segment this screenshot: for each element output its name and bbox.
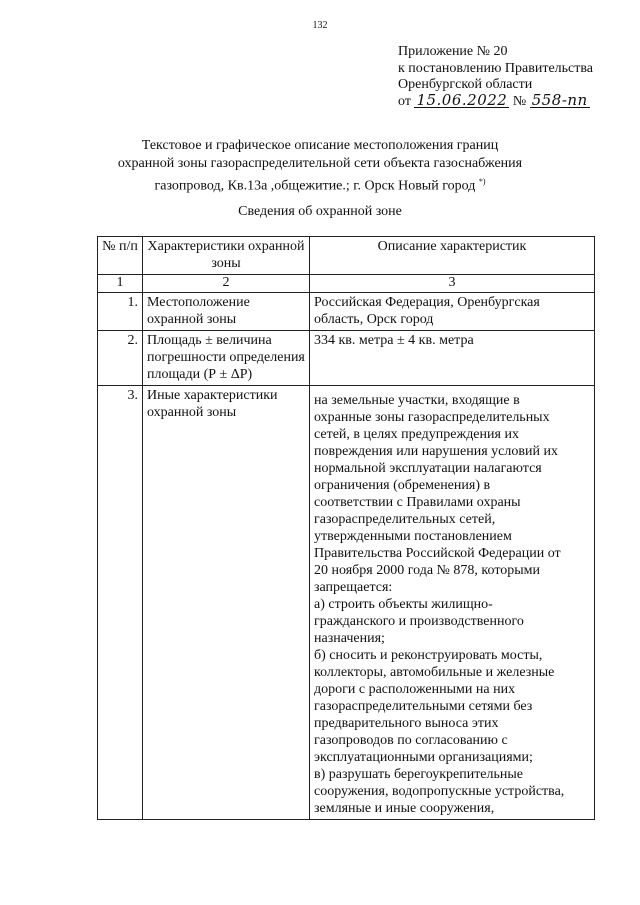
header-num: № п/п: [98, 237, 143, 275]
description-line: газораспределительных сетей,: [314, 512, 496, 527]
description-line: ограничения (обременения) в: [314, 478, 491, 493]
row-number: 2.: [98, 331, 143, 386]
row-number: 3.: [98, 386, 143, 820]
from-prefix: от: [398, 93, 411, 109]
row-description: [310, 331, 595, 386]
description-line: повреждения или нарушения условий их: [314, 444, 558, 459]
title-line-1: Текстовое и графическое описание местоположения границ: [141, 138, 499, 153]
description-line: назначения;: [314, 631, 385, 646]
table-header-row: [98, 237, 595, 275]
row-characteristic: Площадь ± величина погрешности определения площади (Р ± ΔР): [143, 331, 310, 386]
description-line: дороги с расположенными на них: [314, 682, 516, 697]
title-line-3-text: газопровод, Кв.13а ,общежитие.; г. Орск Новый город: [154, 178, 476, 194]
description-line: утвержденными постановлением: [314, 529, 512, 544]
appendix-block: [398, 44, 593, 110]
title-line-2: охранной зоны газораспределительной сети объекта газоснабжения: [117, 156, 523, 171]
appendix-line-2: к постановлению Правительства: [398, 60, 594, 76]
description-line: газопроводов по согласованию с: [314, 733, 508, 748]
handwritten-number: 558-пп: [531, 90, 588, 109]
row-characteristic: Местоположение охранной зоны: [143, 293, 310, 331]
column-index: 1: [98, 275, 143, 293]
table-row: [98, 386, 595, 820]
description-line: эксплуатационными организациями;: [314, 750, 533, 765]
row-description: [310, 386, 595, 820]
description-line: на земельные участки, входящие в: [314, 393, 520, 408]
row-number: 1.: [98, 293, 143, 331]
description-line: сооружения, водопропускные устройства,: [314, 784, 565, 799]
handwritten-date: 15.06.2022: [416, 90, 508, 109]
zone-info-table: [97, 236, 595, 820]
description-line: б) сносить и реконструировать мосты,: [314, 648, 543, 663]
description-line: 334 кв. метра ± 4 кв. метра: [314, 333, 474, 348]
footnote-mark: *): [478, 177, 486, 186]
description-line: гражданского и производственного: [314, 614, 524, 629]
description-line: область, Орск город: [314, 312, 434, 327]
description-line: Правительства Российской Федерации от: [314, 546, 561, 561]
page-number: 132: [312, 20, 328, 31]
table-row: [98, 331, 595, 386]
appendix-line-3: Оренбургской области: [398, 77, 533, 92]
document-title: [0, 137, 640, 196]
number-prefix: №: [512, 93, 527, 109]
header-description: Описание характеристик: [310, 237, 595, 275]
description-line: в) разрушать берегоукрепительные: [314, 767, 524, 782]
description-line: нормальной эксплуатации налагаются: [314, 461, 542, 476]
description-line: земляные и иные сооружения,: [314, 801, 495, 816]
column-index: 3: [310, 275, 595, 293]
table-row: [98, 293, 595, 331]
appendix-date-line: [398, 90, 593, 111]
description-line: а) строить объекты жилищно-: [314, 597, 493, 612]
column-index-row: [98, 275, 595, 293]
description-line: газораспределительными сетями без: [314, 699, 533, 714]
row-description: [310, 293, 595, 331]
row-characteristic: Иные характеристики охранной зоны: [143, 386, 310, 820]
description-line: 20 ноября 2000 года № 878, которыми: [314, 563, 541, 578]
header-characteristics: Характеристики охранной зоны: [143, 237, 310, 275]
section-title: Сведения об охранной зоне: [238, 204, 402, 219]
description-line: сетей, в целях предупреждения их: [314, 427, 519, 442]
column-index: 2: [143, 275, 310, 293]
description-line: соответствии с Правилами охраны: [314, 495, 521, 510]
description-line: запрещается:: [314, 580, 393, 595]
appendix-line-1: Приложение № 20: [398, 44, 508, 59]
description-line: коллекторы, автомобильные и железные: [314, 665, 555, 680]
description-line: охранные зоны газораспределительных: [314, 410, 550, 425]
description-line: предварительного выноса этих: [314, 716, 499, 731]
description-line: Российская Федерация, Оренбургская: [314, 295, 540, 310]
title-line-3: [0, 173, 640, 196]
